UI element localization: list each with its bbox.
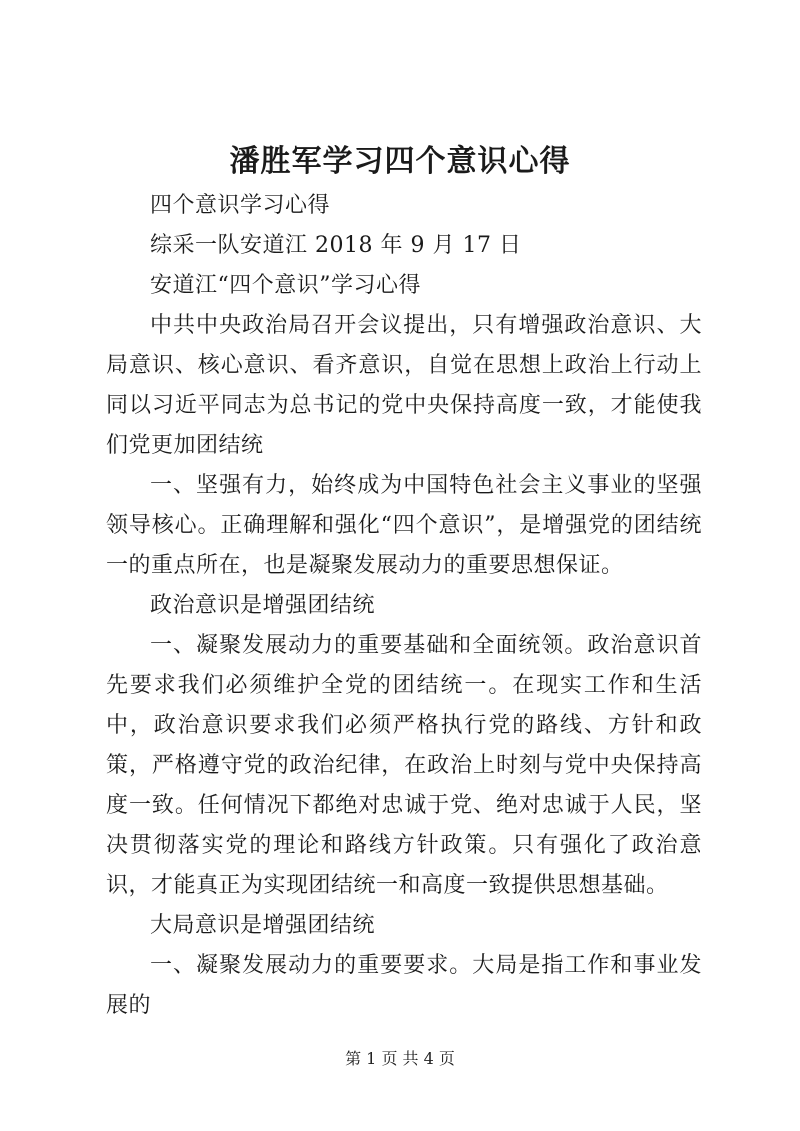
paragraph-intro: 中共中央政治局召开会议提出，只有增强政治意识、大局意识、核心意识、看齐意识，自觉在思想上政治上行动上同以习近平同志为总书记的党中央保持高度一致，才能使我们党更加团结统 (106, 313, 702, 458)
paragraph-overall-body: 一、凝聚发展动力的重要要求。大局是指工作和事业发展的 (106, 953, 702, 1018)
paragraph-section-political: 政治意识是增强团结统 (150, 593, 376, 618)
paragraph-heading: 安道江“四个意识”学习心得 (150, 273, 421, 298)
page-footer: 第 1 页 共 4 页 (345, 1049, 455, 1068)
paragraph-political-body: 一、凝聚发展动力的重要基础和全面统领。政治意识首先要求我们必须维护全党的团结统一。在现实工作和生活中，政治意识要求我们必须严格执行党的路线、方针和政策，严格遵守党的政治纪律，在政治上时刻与党中央保持高度一致。任何情况下都绝对忠诚于党、绝对忠诚于人民，坚决贯彻落实党的理论和路线方针政策。只有强化了政治意识，才能真正为实现团结统一和高度一致提供思想基础。 (106, 633, 702, 898)
paragraph-author-date: 综采一队安道江 2018 年 9 月 17 日 (150, 233, 522, 258)
document-body (106, 186, 702, 1026)
paragraph-subtitle: 四个意识学习心得 (150, 193, 331, 218)
paragraph-core: 一、坚强有力，始终成为中国特色社会主义事业的坚强领导核心。正确理解和强化“四个意识”，是增强党的团结统一的重点所在，也是凝聚发展动力的重要思想保证。 (106, 473, 702, 578)
document-title: 潘胜军学习四个意识心得 (229, 144, 571, 179)
paragraph-section-overall: 大局意识是增强团结统 (150, 913, 376, 938)
